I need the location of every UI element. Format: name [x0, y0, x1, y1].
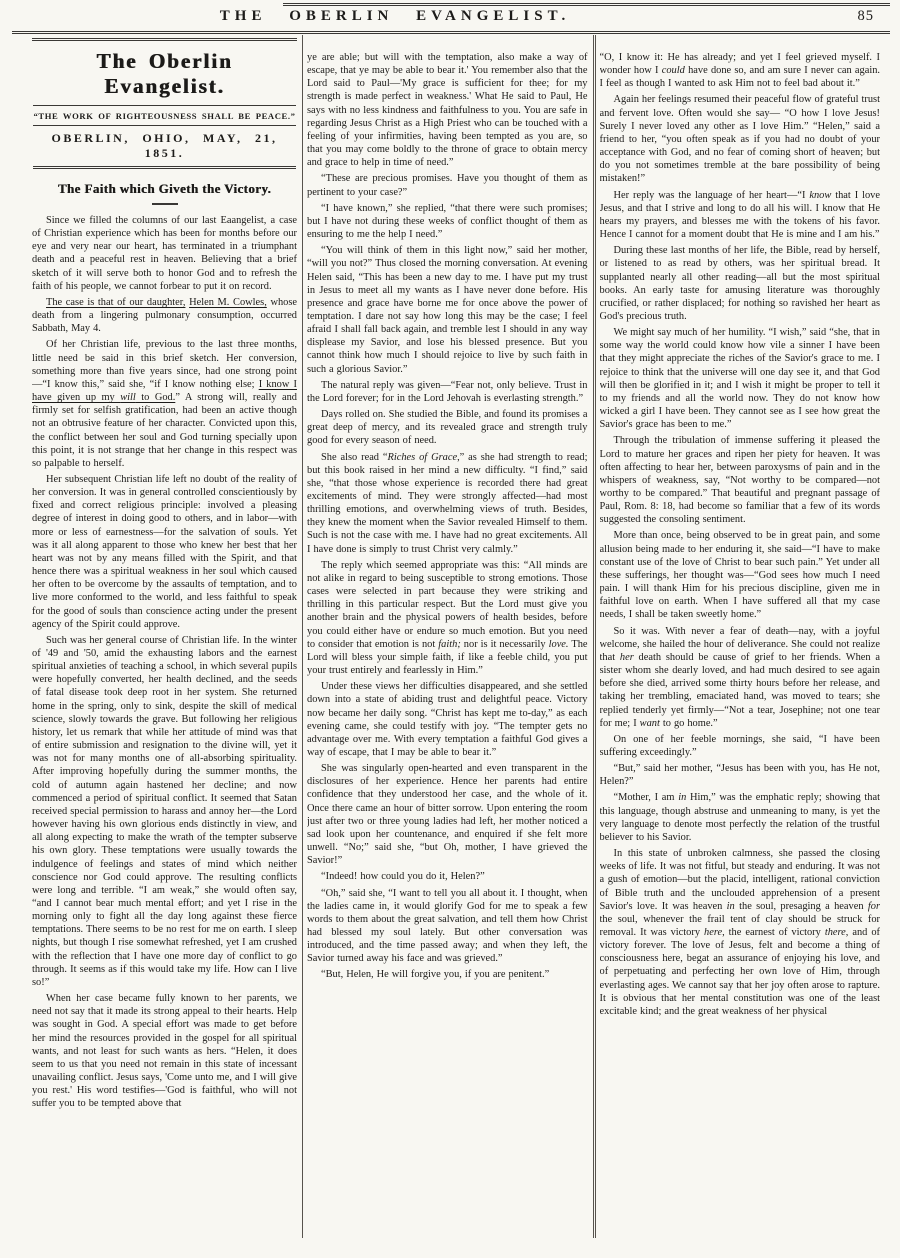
masthead-title: The Oberlin Evangelist. [96, 49, 233, 98]
page-number: 85 [857, 8, 874, 24]
paragraph: “But,” said her mother, “Jesus has been with you, has He not, Helen?” [599, 763, 880, 788]
paragraph: “But, Helen, He will forgive you, if you are penitent.” [321, 969, 550, 981]
masthead-rule [33, 166, 296, 169]
paragraph: On one of her feeble mornings, she said, “I have been suffering exceedingly.” [599, 733, 880, 758]
paragraph: Through the tribulation of immense suffering it pleased the Lord to mature her graces and ripen her piety for heaven. It was often affecting to hear her, between paroxysms of pain and in the whispers of weakness, say, “Not worthy to be compared—not worthy to be compared.” That beautiful and pregnant passage of Paul, Rom. 8: 18, had become so familiar that a few of its words suggested the consoling sentiment. [599, 435, 880, 526]
article-title: The Faith which Giveth the Victory. [57, 181, 272, 196]
paragraph: ye are able; but will with the temptation, also make a way of escape, that ye may be able to bear it.' You remember also that the Lord said to Paul—'My grace is sufficient for thee; for my strength is made perfect in weakness.' What He said to Paul, He says with no less kindness and faithfulness to you. You are safe in regarding Jesus Christ as a High Priest who can be touched with a feeling of your infirmities, having been tempted as you are, so that you may come boldly to the throne of grace to obtain mercy and grace to help in time of need.” [307, 52, 588, 169]
paragraph: Under these views her difficulties disappeared, and she settled down into a state of abiding trust and delightful peace. Victory now became her daily song. “Christ has kept me to-day,” as each evening came, she could testify with joy. “The tempter gets no advantage over me. With every temptation a faithful God gives a way of escape, that I may be able to bear it.” [307, 681, 588, 758]
paragraph: Such was her general course of Christian life. In the winter of '49 and '50, amid the exhausting labors and the earnest spiritual anxieties of teaching a school, in which several pupils were hopefully converted, her health declined, and the seeds of fatal disease took deep root in her system. She returned home in the spring, only to sink, despite the skill of medical science, slowly towards the grave. But following her religious history, let us remark that while her attitude of mind was that of entire submission and resignation to the divine will, yet it was not for many months one of all-absorbing spirituality. After improving hopefully during the summer months, the cold of autumn again hastened her decline; and now commenced a period of spiritual conflict. It seemed that Satan received special permission to harass and annoy her—the Lord however having his own glorious ends distinctly in view, and all along expecting to make the wrath of the tempter subserve his own glory. These temptations were usually towards the indulgence of feelings and states of mind which neither conscience nor God could approve. The resulting conflicts were long and terrible. “I am weak,” she would often say, “and I cannot bear much mental effort; and yet I rise in the morning only to fight all the day long against these fierce temptations. There seems to be no rest for me on earth. I sleep nights, but though I rise somewhat refreshed, yet I am crushed with the reflection that I have one more day of conflict to go through. It seems as if this would take my life. How can I live so!” [32, 634, 297, 988]
paragraph: “Oh,” said she, “I want to tell you all about it. I thought, when the ladies came in, it would glorify God for me to speak a few words to them about the great salvation, and tell them how Christ had blessed my soul lately. But other conversation was introduced, and the time passed away; and when they left, the Savior turned away his face and was grieved.” [307, 887, 588, 965]
column-3-text [600, 51, 881, 1018]
paragraph: “O, I know it: He has already; and yet I feel grieved myself. I wonder how I could have done so, and am sure I never can again. I feel as though I wanted to ask Him not to feel bad about it.” [599, 52, 880, 90]
paragraph: Since we filled the columns of our last Eaangelist, a case of Christian experience which has been for months before our eye and very near our heart, has terminated in a triumphant death and a peaceful rest in heaven. Believing that a brief sketch of it will serve both to honor God and to refresh the faith of his people, we cannot forbear to put it on record. [32, 215, 297, 292]
paragraph: More than once, being observed to be in great pain, and some allusion being made to her enduring it, she said—“I have to make constant use of the love of Christ to bear such pain.” Yet under all these sufferings, her thought was—“God sees how much I need pain. I will thank Him for his precious discipline, given me in faithful love on earth. When I have suffered all that my case needs, I shall be taken sweetly home.” [599, 530, 880, 621]
paragraph: “You will think of them in this light now,” said her mother, “will you not?” Thus closed the morning conversation. At evening Helen said, “This has been a new day to me. I have put my trust in Jesus to meet all my wants as I have never done before. His presence and grace have borne me for once above the power of temptation. I dare not say how long this may be the case; I feel afraid I shall fall back again, and tremble lest I should in any way displease my Savior, and lose his blessed presence. But you cannot think how much I should rejoice to live by such faith in such a glorious Savior.” [307, 245, 588, 375]
paragraph: She also read “Riches of Grace,” as she had strength to read; but this book raised in her mind a new difficulty. “I find,” said she, “that those whose experience is recorded there had great excitements of mind. They were strongly affected—had most thrilling emotions, and overwhelming views of truth. Besides, they knew the moment when the Savior revealed Himself to them. Such is not the case with me. I have had no great excitements. All I have done is simply to trust Christ very calmly.” [307, 451, 588, 555]
page-body [0, 35, 900, 1258]
column-3 [600, 35, 881, 1252]
header-top-rule [283, 3, 890, 6]
paragraph: Her reply was the language of her heart—“I know that I love Jesus, and that I strive and long to do all his will. I know that He hears my prayers, and blesses me with the tokens of his favor. Hence I cannot for a moment doubt that He is mine and I am his.” [599, 189, 880, 241]
paragraph: Her subsequent Christian life left no doubt of the reality of her conversion. It was in general controlled conscientiously by fixed and correct religious principle: involved a pleasing degree of interest in doing good to others, and in labor—with more or less of earnestness—for the salvation of souls. Yet was it all along apparent to those who knew her best that her heart was not by any means filled with the Spirit, and that hence there was a spiritual weakness in her soul which caused her often to be overcome by the assaults of temptation, and to live more conformed to the world, and less faithful to speak for the good of souls than conscience acting under the present agency of the Spirit could approve. [32, 473, 297, 630]
newspaper-running-title: THE OBERLIN EVANGELIST. [219, 8, 571, 24]
paragraph: The case is that of our daughter, Helen M. Cowles, whose death from a lingering pulmonary consumption, occurred Sabbath, May 4. [32, 296, 297, 335]
paragraph: Days rolled on. She studied the Bible, and found its promises a great deep of mercy, and its revealed grace and strength truly good for every season of need. [307, 409, 588, 447]
paragraph: She was singularly open-hearted and even transparent in the disclosures of her experience. Hence her parents had entire confidence that they understood her case, and the whole of it. Once there came an hour of bitter sorrow. Upon entering the room just after two or three young ladies had left, her mother noticed a sad look upon her countenance, and enquired if she felt more unwell. “No;” said she, “but Oh, mother, I have grieved the Savior!” [307, 763, 588, 867]
masthead [32, 38, 297, 169]
paragraph: In this state of unbroken calmness, she passed the closing weeks of life. It was not fitful, but steady and enduring. It was not a gush of emotion—but the placid, intelligent, rational conviction of Bible truth and the unclouded apprehension of a present Savior's love. It was heaven in the soul, presaging a heaven for the soul, whenever the frail tent of clay should be struck for removal. It was victory here, the earnest of victory there, and of victory forever. The love of Jesus, felt and become a thing of consciousness here, begat an assurance of enjoying his love, and of perpetuating and perfecting her own love of Him, through everlasting ages. We cannot say that her joy often arose to rapture. It is obvious that her mental constitution was one of the least excitable kind; and the great weakness of her physical [599, 848, 880, 1017]
paragraph: “Indeed! how could you do it, Helen?” [321, 871, 485, 883]
column-1 [32, 35, 297, 1252]
paragraph: “These are precious promises. Have you thought of them as pertinent to your case?” [307, 173, 588, 198]
paragraph: We might say much of her humility. “I wish,” said “she, that in some way the world could know how vile a sinner I have been that they might appreciate the riches of the Savior's grace to me. I rejoice to think that the universe will one day see it, and that God will then be glorified in it; and I wish it might be proper to tell it to my friends and all the world now. They do not know how wicked a girl I have been. They cannot see as I see how great the Savior's grace has been to me.” [599, 327, 880, 431]
paragraph: “I have known,” she replied, “that there were such promises; but I have not during these weeks of conflict thought of them as ensuring to me the help I need.” [307, 202, 588, 241]
masthead-dateline: OBERLIN, OHIO, MAY, 21, 1851. [51, 131, 278, 160]
column-divider [302, 35, 303, 1238]
title-divider [152, 203, 178, 205]
header-bottom-rule [12, 31, 890, 34]
paragraph: Again her feelings resumed their peaceful flow of grateful trust and fervent love. Often would she say— “O how I love Jesus! Surely I never loved any other as I love Him.” “Helen,” said a friend to her, “you often speak as if you had no doubt of your acceptance with God, and no fear of coming short of heaven; but do you not sometimes tremble at the bare possibility of being mistaken!” [599, 94, 880, 185]
column-2 [307, 35, 588, 1252]
paragraph: So it was. With never a fear of death—nay, with a joyful welcome, she hailed the hour of deliverance. She could not realize that her death should be cause of grief to her friends. When a sister whom she dearly loved, and had much desired to see again before she died, arrived some thirty hours before her release, and taking her trembling, emaciated hand, was moved to tears; she replied tenderly yet firmly—“Not a tear, Josephine; not one tear for me; I want to go home.” [599, 625, 880, 729]
page-header [0, 0, 900, 34]
paragraph: The reply which seemed appropriate was this: “All minds are not alike in regard to being susceptible to strong emotions. Those cases were selected in part because they were striking and thrilling in this particular respect. But the Lord must give you another brain and the physical powers of health besides, before you could either have or endure so much emotion. But you need to consider that emotion is not faith; nor is it necessarily love. The Lord will bless your simple faith, if like a feeble child, you put your trust entirely and fearlessly in Him.” [307, 559, 588, 677]
paragraph: “Mother, I am in Him,” was the emphatic reply; showing that this language, though abstruse and unmeaning to many, is yet the very language to denote most perfectly the relation of the trustful believer to his Savior. [599, 792, 880, 843]
column-1-text [32, 214, 297, 1110]
paragraph: Of her Christian life, previous to the last three months, little need be said in this brief sketch. Her conversion, something more than five years since, had one strong point—“I know this,” said she, “if I know nothing else; I know I have given up my will to God.” A strong will, really and firmly set for selfish gratification, had been an active though not an obtrusive feature of her character. Convicted upon this, the conflict between her soul and God turning specially upon this point, it is not strange that her change in this respect was so palpable to herself. [32, 339, 297, 469]
column-2-text [307, 51, 588, 982]
column-divider [593, 35, 596, 1238]
paragraph: When her case became fully known to her parents, we need not say that it made its strong appeal to their hearts. Help was sought in God. A special effort was made to get before her mind the resources provided in the gospel for all spiritual wants, and not least for such wants as hers. “Helen, it does seem to us that you need not remain in this state of incessant unavailing conflict. Jesus says, 'Come unto me, and I will give you rest.' His word testifies—'God is faithful, who will not suffer you to be tempted above that [32, 993, 297, 1110]
masthead-motto: “THE WORK OF RIGHTEOUSNESS SHALL BE PEACE.” [33, 111, 296, 121]
paragraph: The natural reply was given—“Fear not, only believe. Trust in the Lord forever; for in the Lord Jehovah is everlasting strength.” [307, 379, 588, 404]
paragraph: During these last months of her life, the Bible, read by herself, or listened to as read by others, was her spiritual bread. It supplanted nearly all other reading—all but the most spiritual books. An early taste for amusing literature was thoroughly crucified, or rather displaced; for nothing so ravished her heart as God's precious truth. [599, 245, 880, 322]
